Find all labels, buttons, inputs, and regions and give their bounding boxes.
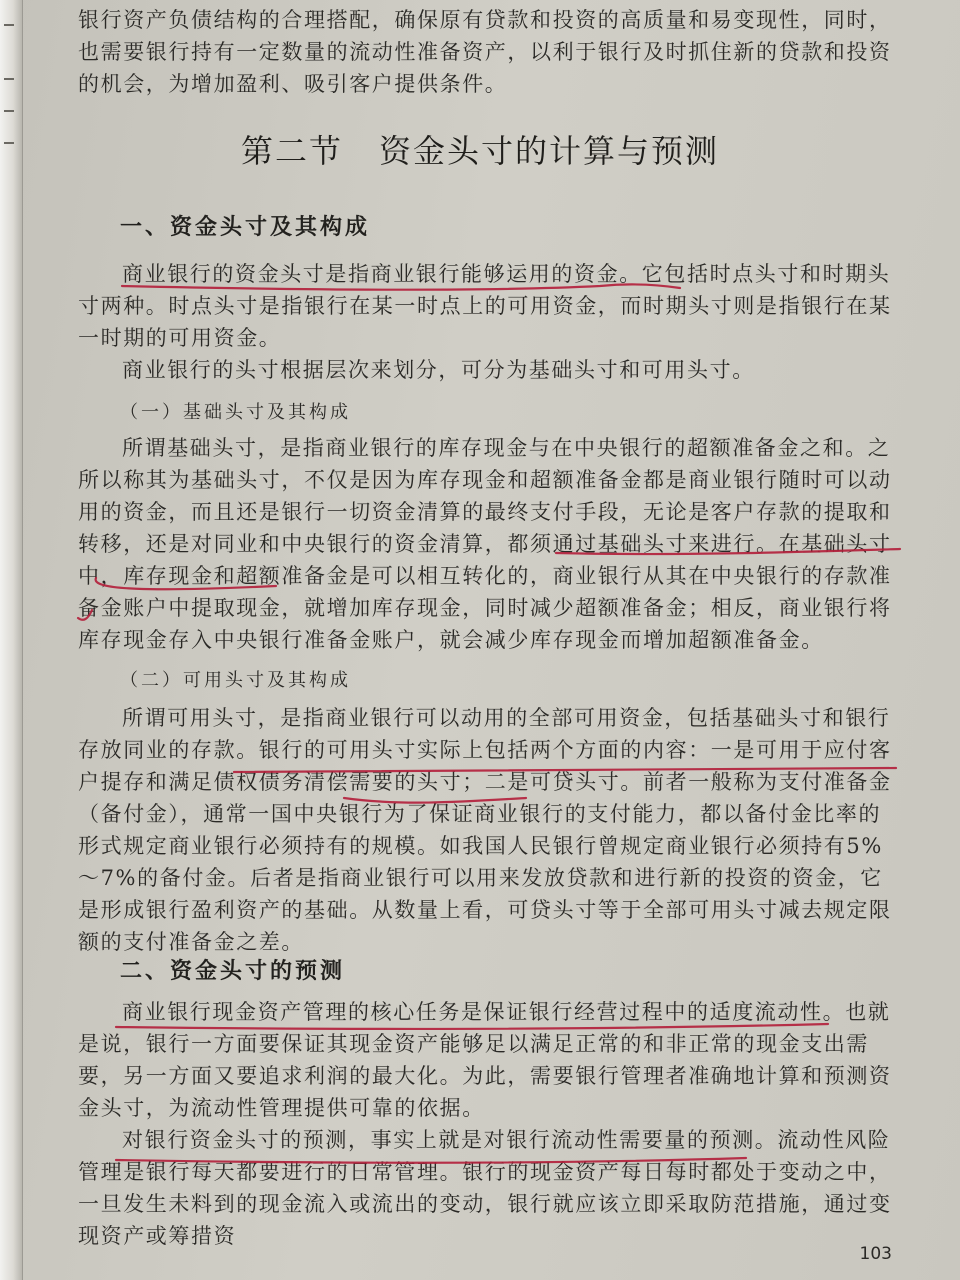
paragraph-block-2 (78, 432, 898, 656)
paragraph-4: 所谓可用头寸，是指商业银行可以动用的全部可用资金，包括基础头寸和银行存放同业的存款。银行的可用头寸实际上包括两个方面的内容：一是可用于应付客户提存和满足债权债务清偿需要的头寸；二是可贷头寸。前者一般称为支付准备金（备付金），通常一国中央银行为了保证商业银行的支付能力，都以备付金比率的形式规定商业银行必须持有的规模。如我国人民银行曾规定商业银行必须持有5%～7%的备付金。后者是指商业银行可以用来发放贷款和进行新的投资的资金，它是形成银行盈利资产的基础。从数量上看，可贷头寸等于全部可用头寸减去规定限额的支付准备金之差。 (78, 706, 892, 954)
paragraph-6: 对银行资金头寸的预测，事实上就是对银行流动性需要量的预测。流动性风险管理是银行每天都要进行的日常管理。银行的现金资产每日每时都处于变动之中，一旦发生未料到的现金流入或流出的变动，银行就应该立即采取防范措施，通过变现资产或筹措资 (78, 1128, 892, 1248)
page-binding-edge (0, 0, 23, 1280)
subheading-2: （二）可用头寸及其构成 (120, 670, 351, 691)
paragraph-block-3 (78, 702, 898, 958)
heading-2: 二、资金头寸的预测 (120, 959, 346, 984)
paragraph-2: 商业银行的头寸根据层次来划分，可分为基础头寸和可用头寸。 (122, 358, 755, 382)
top-paragraph: 银行资产负债结构的合理搭配，确保原有贷款和投资的高质量和易变现性，同时，也需要银行持有一定数量的流动性准备资产，以利于银行及时抓住新的贷款和投资的机会，为增加盈利、吸引客户提供条件。 (78, 8, 892, 96)
top-paragraph-block (78, 4, 898, 100)
section-number: 第二节 (240, 132, 343, 170)
section-title (0, 126, 960, 172)
page-number: 103 (859, 1244, 892, 1264)
paragraph-5: 商业银行现金资产管理的核心任务是保证银行经营过程中的适度流动性。也就是说，银行一方面要保证其现金资产能够足以满足正常的和非正常的现金支出需要，另一方面又要追求利润的最大化。为此，需要银行管理者准确地计算和预测资金头寸，为流动性管理提供可靠的依据。 (78, 1000, 892, 1120)
heading-1: 一、资金头寸及其构成 (120, 215, 371, 240)
subheading-1: （一）基础头寸及其构成 (120, 402, 351, 423)
paragraph-block-4 (78, 996, 898, 1252)
paragraph-1: 商业银行的资金头寸是指商业银行能够运用的资金。它包括时点头寸和时期头寸两种。时点头寸是指银行在某一时点上的可用资金，而时期头寸则是指银行在某一时期的可用资金。 (78, 262, 892, 350)
paragraph-3: 所谓基础头寸，是指商业银行的库存现金与在中央银行的超额准备金之和。之所以称其为基础头寸，不仅是因为库存现金和超额准备金都是商业银行随时可以动用的资金，而且还是银行一切资金清算的最终支付手段，无论是客户存款的提取和转移，还是对同业和中央银行的资金清算，都须通过基础头寸来进行。在基础头寸中，库存现金和超额准备金是可以相互转化的，商业银行从其在中央银行的存款准备金账户中提取现金，就增加库存现金，同时减少超额准备金；相反，商业银行将库存现金存入中央银行准备金账户，就会减少库存现金而增加超额准备金。 (78, 436, 892, 652)
paragraph-block-1 (78, 258, 898, 386)
section-title-text: 资金头寸的计算与预测 (379, 132, 720, 170)
